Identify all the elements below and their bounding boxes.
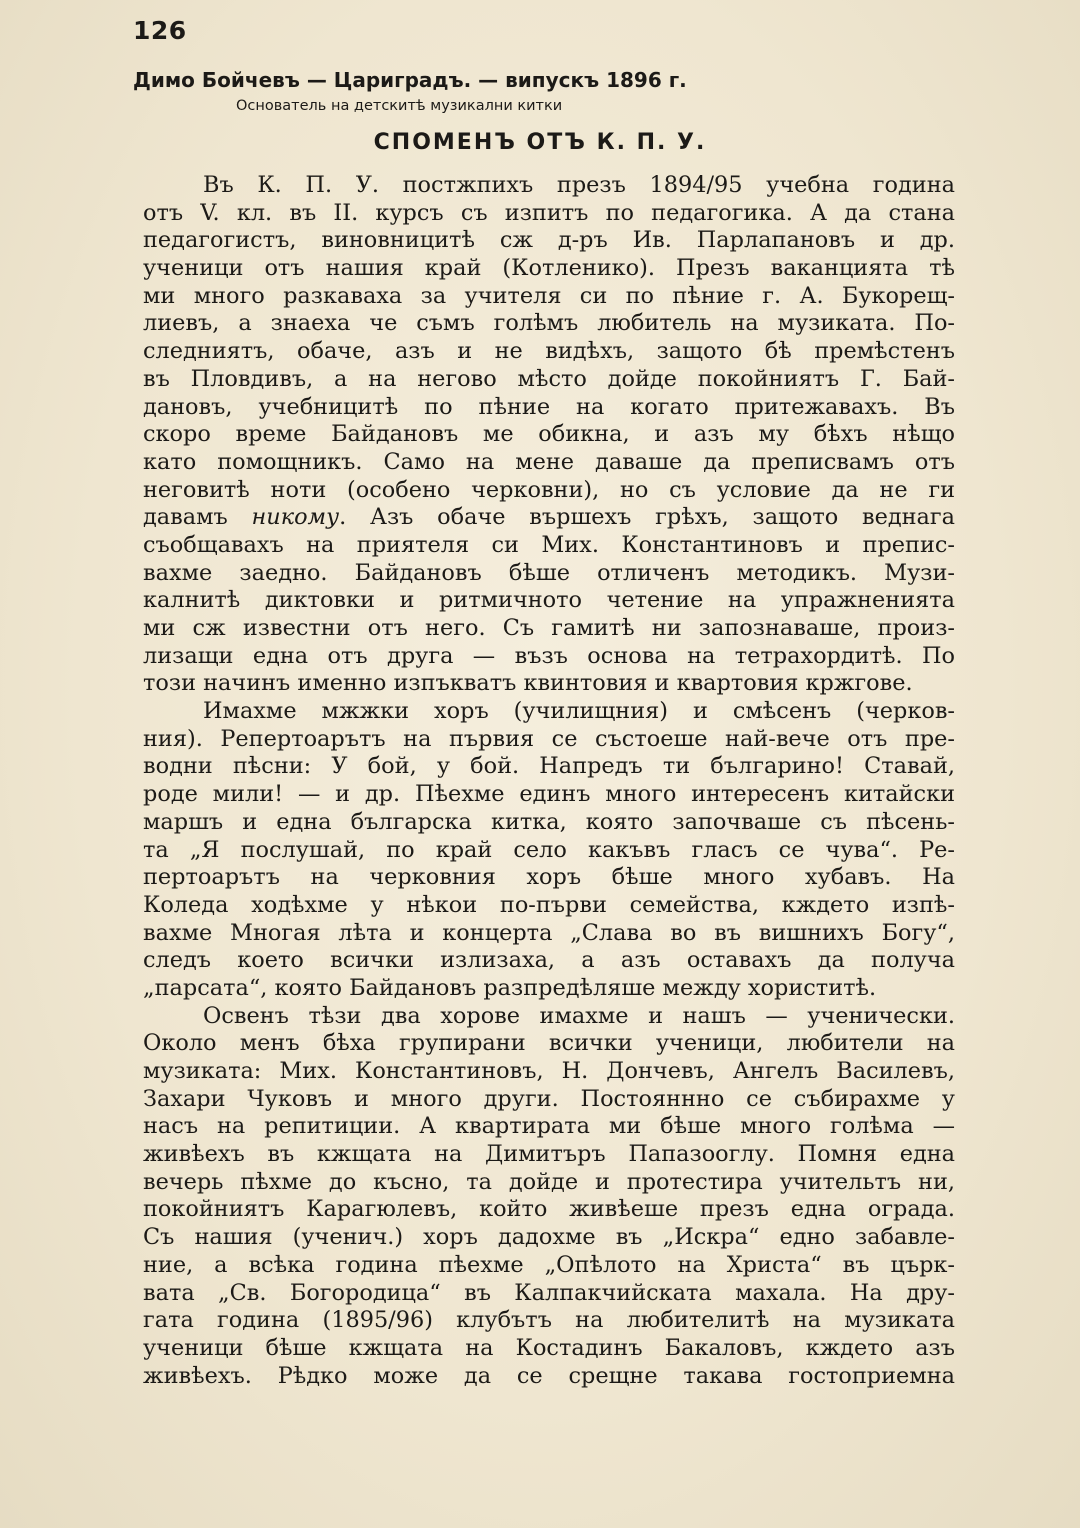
text-segment: . Азъ обаче вършехъ грѣхъ, защото веднага (339, 504, 955, 531)
text-line: калнитѣ диктовки и ритмичното четение на упражненията (143, 587, 955, 614)
text-line: дановъ, учебницитѣ по пѣние на когато притежавахъ. Въ (143, 393, 955, 420)
text-line: „парсата“, която Байдановъ разпредѣляше между хориститѣ. (143, 974, 877, 1001)
text-line: живѣехъ. Рѣдко може да се срещне такава гостоприемна (143, 1362, 955, 1389)
text-line: следъ което всички излизаха, а азъ оставахъ да получа (143, 947, 955, 974)
text-line: та „Я послушай, по край село какъвъ гласъ се чува“. Ре- (143, 836, 955, 863)
text-line: пертоарътъ на черковния хоръ бѣше много хубавъ. На (143, 864, 955, 891)
text-line: следниятъ, обаче, азъ и не видѣхъ, защото бѣ премѣстенъ (143, 338, 955, 365)
text-line: водни пѣсни: У бой, у бой. Напредъ ти българино! Ставай, (143, 753, 955, 780)
text-line: ние, а всѣка година пѣехме „Опѣлото на Христа“ въ църк- (143, 1251, 955, 1278)
article-title: СПОМЕНЪ ОТЪ К. П. У. (373, 130, 707, 155)
text-line: гата година (1895/96) клубътъ на любителитѣ на музиката (143, 1307, 955, 1334)
text-segment: давамъ (143, 504, 228, 531)
text-line: отъ V. кл. въ II. курсъ съ изпитъ по педагогика. А да стана (143, 199, 955, 226)
text-line: вахме заедно. Байдановъ бѣше отличенъ методикъ. Музи- (143, 559, 955, 586)
text-line: музиката: Мих. Константиновъ, Н. Дончевъ, Ангелъ Василевъ, (143, 1058, 955, 1084)
text-line: вата „Св. Богородица“ въ Калпакчийската махала. На дру- (143, 1279, 955, 1306)
text-line: въ Пловдивъ, а на негово мѣсто дойде покойниятъ Г. Бай- (143, 365, 955, 392)
author-line: Димо Бойчевъ — Цариградъ. — випускъ 1896 г. (133, 68, 687, 92)
text-line: Захари Чуковъ и много други. Постояннно се събирахме у (143, 1085, 955, 1112)
text-line: скоро време Байдановъ ме обикна, и азъ му бѣхъ нѣщо (143, 421, 955, 448)
text-line: Около менъ бѣха групирани всички ученици, любители на (143, 1030, 955, 1057)
italic-word: никому (251, 504, 340, 531)
text-line: Съ нашия (ученич.) хоръ дадохме въ „Искра“ едно забавле- (143, 1224, 955, 1251)
text-line: роде мили! — и др. Пѣехме единъ много интересенъ китайски (143, 781, 955, 808)
text-line: вечерь пѣхме до късно, та дойде и протестира учительтъ ни, (143, 1168, 955, 1195)
text-line: неговитѣ ноти (особено черковни), но съ условие да не ги (143, 476, 955, 503)
article-body (143, 172, 955, 1390)
text-line: Коледа ходѣхме у нѣкои по-първи семейства, кждето изпѣ- (143, 891, 955, 918)
text-line: педагогистъ, виновницитѣ сж д-ръ Ив. Парлапановъ и др. (143, 227, 955, 254)
text-line: вахме Многая лѣта и концерта „Слава во въ вишнихъ Богу“, (143, 919, 955, 946)
author-subtitle: Основатель на детскитѣ музикални китки (236, 98, 563, 114)
text-line: ми много разкаваха за учителя си по пѣние г. А. Букорещ- (143, 282, 955, 309)
text-line: Освенъ тѣзи два хорове имахме и нашъ — ученически. (203, 1002, 955, 1029)
text-line: ми сж известни отъ него. Съ гамитѣ ни запознаваше, произ- (143, 615, 955, 641)
text-line: маршъ и една българска китка, която започваше съ пѣсень- (143, 808, 955, 835)
page-number: 126 (133, 16, 187, 45)
text-line-with-italic (143, 504, 955, 532)
text-line: ученици бѣше кжщата на Костадинъ Бакаловъ, кждето азъ (143, 1334, 955, 1361)
text-line: ученици отъ нашия край (Котленико). Презъ ваканцията тѣ (143, 255, 955, 282)
text-line: живѣехъ въ кжщата на Димитъръ Папазооглу. Помня една (143, 1141, 955, 1168)
text-line: Въ К. П. У. постжпихъ презъ 1894/95 учебна година (203, 172, 955, 198)
text-line: като помощникъ. Само на мене даваше да преписвамъ отъ (143, 448, 955, 475)
text-line: този начинъ именно изпъкватъ квинтовия и квартовия кржгове. (143, 670, 913, 697)
text-line: Имахме мжжки хоръ (училищния) и смѣсенъ (черков- (203, 698, 955, 725)
text-line: ния). Репертоарътъ на първия се състоеше най-вече отъ пре- (143, 725, 955, 752)
text-line: насъ на репитиции. А квартирата ми бѣше много голѣма — (143, 1113, 955, 1140)
text-line: лизащи една отъ друга — възъ основа на тетрахордитѣ. По (143, 642, 955, 669)
text-line: съобщавахъ на приятеля си Мих. Константиновъ и препис- (143, 531, 955, 558)
text-line: лиевъ, а знаеха че съмъ голѣмъ любитель на музиката. По- (143, 310, 955, 337)
text-line: покойниятъ Карагюлевъ, който живѣеше презъ една ограда. (143, 1196, 955, 1223)
